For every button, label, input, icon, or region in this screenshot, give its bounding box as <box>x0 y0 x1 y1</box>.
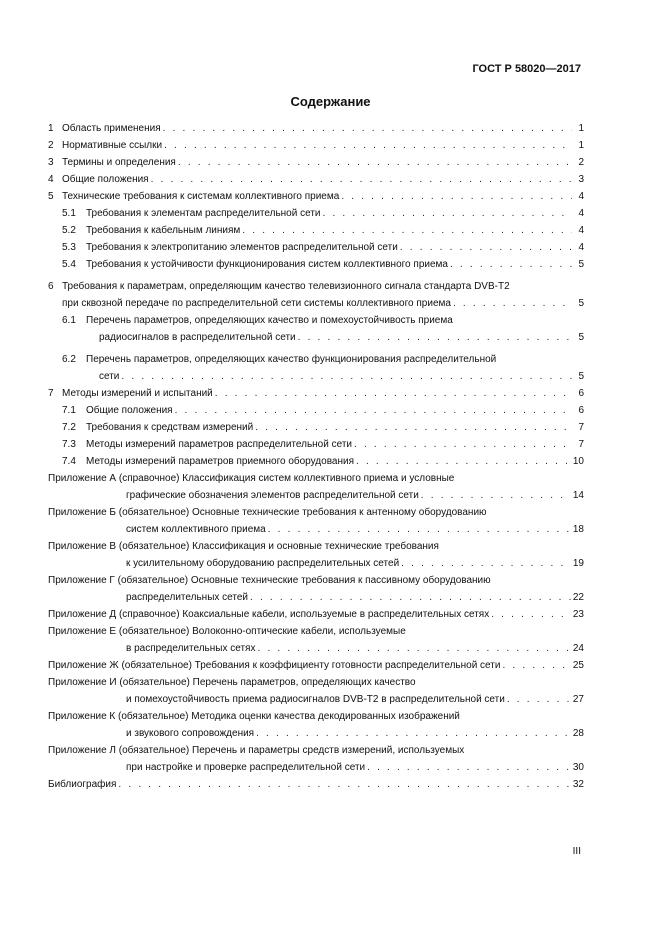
toc-entry-title: Технические требования к системам коллективного приема <box>62 191 340 202</box>
toc-entry[interactable] <box>48 436 584 453</box>
dot-leader <box>151 171 572 188</box>
table-of-contents <box>48 120 584 793</box>
toc-entry-title: Общие положения <box>86 405 173 416</box>
toc-entry-page: 23 <box>572 609 584 620</box>
toc-entry[interactable] <box>48 419 584 436</box>
toc-entry[interactable] <box>48 312 584 346</box>
toc-entry-title: Библиография <box>48 779 117 790</box>
toc-entry-page: 6 <box>578 405 584 416</box>
toc-entry-title: Требования к средствам измерений <box>86 422 254 433</box>
toc-entry-number: 2 <box>48 140 54 151</box>
toc-entry-title: Перечень параметров, определяющих качество и помехоустойчивость приема <box>86 315 453 326</box>
toc-entry-title: Требования к кабельным линиям <box>86 225 241 236</box>
dot-leader <box>401 555 571 572</box>
dot-leader <box>178 154 572 171</box>
toc-entry-title: Перечень параметров, определяющих качество функционирования распределительной <box>86 354 497 365</box>
dot-leader <box>356 453 571 470</box>
toc-entry-title: Приложение А (справочное) Классификация систем коллективного приема и условные <box>48 473 455 484</box>
toc-entry[interactable] <box>48 708 584 742</box>
toc-entry-title: Методы измерений параметров приемного оборудования <box>86 456 354 467</box>
toc-entry-page: 5 <box>578 298 584 309</box>
toc-entry[interactable] <box>48 674 584 708</box>
toc-entry-page: 6 <box>578 388 584 399</box>
dot-leader <box>121 368 572 385</box>
dot-leader <box>118 776 570 793</box>
toc-entry-title: при настройке и проверке распределительной сети <box>126 762 366 773</box>
toc-entry[interactable] <box>48 538 584 572</box>
toc-entry[interactable] <box>48 256 584 273</box>
toc-entry-title: графические обозначения элементов распределительной сети <box>126 490 419 501</box>
toc-entry-title: систем коллективного приема <box>126 524 266 535</box>
toc-entry-page: 7 <box>578 422 584 433</box>
toc-entry-page: 3 <box>578 174 584 185</box>
toc-entry[interactable] <box>48 572 584 606</box>
toc-entry-number: 5.3 <box>62 242 76 253</box>
toc-entry-page: 1 <box>578 140 584 151</box>
dot-leader <box>367 759 571 776</box>
toc-entry[interactable] <box>48 171 584 188</box>
dot-leader <box>502 657 570 674</box>
toc-entry[interactable] <box>48 402 584 419</box>
toc-entry-page: 24 <box>572 643 584 654</box>
toc-entry-number: 4 <box>48 174 54 185</box>
toc-entry-title: Приложение Е (обязательное) Волоконно-оптические кабели, используемые <box>48 626 406 637</box>
toc-entry-page: 7 <box>578 439 584 450</box>
dot-leader <box>421 487 571 504</box>
toc-entry-number: 6.1 <box>62 315 76 326</box>
toc-entry-title: Приложение В (обязательное) Классификация и основные технические требования <box>48 541 439 552</box>
toc-entry[interactable] <box>48 239 584 256</box>
toc-entry-page: 4 <box>578 225 584 236</box>
dot-leader <box>250 589 571 606</box>
toc-entry-page: 18 <box>572 524 584 535</box>
toc-entry[interactable] <box>48 120 584 137</box>
toc-entry-number: 7.2 <box>62 422 76 433</box>
toc-entry-page: 32 <box>572 779 584 790</box>
toc-entry-number: 1 <box>48 123 54 134</box>
toc-entry-page: 14 <box>572 490 584 501</box>
dot-leader <box>175 402 572 419</box>
toc-entry-title: Приложение Л (обязательное) Перечень и параметры средств измерений, используемых <box>48 745 465 756</box>
toc-entry-title: распределительных сетей <box>126 592 249 603</box>
dot-leader <box>255 419 572 436</box>
toc-entry[interactable] <box>48 351 584 385</box>
toc-entry[interactable] <box>48 742 584 776</box>
toc-entry[interactable] <box>48 188 584 205</box>
dot-leader <box>215 385 572 402</box>
toc-entry-title: сети <box>99 371 120 382</box>
toc-entry-title: Требования к параметрам, определяющим качество телевизионного сигнала стандарта DVB-T2 <box>62 281 510 292</box>
dot-leader <box>323 205 573 222</box>
toc-entry-title: Приложение Ж (обязательное) Требования к коэффициенту готовности распределительной сети <box>48 660 501 671</box>
page-number: III <box>572 846 581 857</box>
dot-leader <box>507 691 571 708</box>
toc-entry[interactable] <box>48 278 584 312</box>
dot-leader <box>400 239 572 256</box>
toc-entry[interactable] <box>48 504 584 538</box>
dot-leader <box>257 640 570 657</box>
toc-entry-number: 7.4 <box>62 456 76 467</box>
toc-entry-page: 22 <box>572 592 584 603</box>
toc-entry-title: Методы измерений и испытаний <box>62 388 213 399</box>
toc-entry-page: 10 <box>572 456 584 467</box>
toc-entry-title: Приложение И (обязательное) Перечень параметров, определяющих качество <box>48 677 416 688</box>
toc-entry-page: 5 <box>578 371 584 382</box>
dot-leader <box>256 725 571 742</box>
toc-entry-title: Приложение Б (обязательное) Основные технические требования к антенному оборудованию <box>48 507 487 518</box>
toc-entry-title: и звукового сопровождения <box>126 728 255 739</box>
toc-entry-number: 7.3 <box>62 439 76 450</box>
toc-entry-page: 19 <box>572 558 584 569</box>
dot-leader <box>450 256 572 273</box>
toc-entry-number: 5.1 <box>62 208 76 219</box>
dot-leader <box>268 521 571 538</box>
dot-leader <box>242 222 572 239</box>
toc-entry-number: 6.2 <box>62 354 76 365</box>
toc-entry-title: Приложение Г (обязательное) Основные технические требования к пассивному оборудованию <box>48 575 491 586</box>
toc-entry-title: Требования к устойчивости функционирования систем коллективного приема <box>86 259 448 270</box>
toc-entry[interactable] <box>48 137 584 154</box>
toc-entry-page: 5 <box>578 259 584 270</box>
toc-entry-page: 30 <box>572 762 584 773</box>
toc-entry-title: при сквозной передаче по распределительной сети системы коллективного приема <box>62 298 451 309</box>
toc-entry-title: Требования к элементам распределительной сети <box>86 208 321 219</box>
toc-entry-title: Приложение Д (справочное) Коаксиальные кабели, используемые в распределительных сетях <box>48 609 490 620</box>
toc-entry-title: Приложение К (обязательное) Методика оценки качества декодированных изображений <box>48 711 460 722</box>
toc-entry-page: 2 <box>578 157 584 168</box>
dot-leader <box>298 329 572 346</box>
toc-entry-page: 1 <box>578 123 584 134</box>
toc-entry-title: Термины и определения <box>62 157 176 168</box>
toc-entry-page: 25 <box>572 660 584 671</box>
toc-entry-title: и помехоустойчивость приема радиосигналов DVB-T2 в распределительной сети <box>126 694 505 705</box>
toc-entry-number: 5 <box>48 191 54 202</box>
toc-entry-number: 5.2 <box>62 225 76 236</box>
dot-leader <box>491 606 571 623</box>
toc-entry-number: 6 <box>48 281 54 292</box>
toc-entry[interactable] <box>48 222 584 239</box>
dot-leader <box>164 137 572 154</box>
toc-entry-title: к усилительному оборудованию распределительных сетей <box>126 558 400 569</box>
dot-leader <box>341 188 572 205</box>
toc-entry[interactable] <box>48 657 584 674</box>
toc-entry[interactable] <box>48 623 584 657</box>
toc-entry-number: 7.1 <box>62 405 76 416</box>
toc-entry-page: 4 <box>578 242 584 253</box>
toc-entry-title: Общие положения <box>62 174 149 185</box>
toc-entry[interactable] <box>48 385 584 402</box>
toc-entry-title: Область применения <box>62 123 161 134</box>
toc-entry[interactable] <box>48 776 584 793</box>
toc-entry-page: 4 <box>578 208 584 219</box>
toc-entry-page: 4 <box>578 191 584 202</box>
toc-entry[interactable] <box>48 470 584 504</box>
toc-entry-number: 3 <box>48 157 54 168</box>
dot-leader <box>163 120 572 137</box>
toc-entry-number: 5.4 <box>62 259 76 270</box>
toc-entry-title: Требования к электропитанию элементов распределительной сети <box>86 242 398 253</box>
toc-entry-page: 27 <box>572 694 584 705</box>
toc-entry-title: Нормативные ссылки <box>62 140 163 151</box>
toc-entry-title: Методы измерений параметров распределительной сети <box>86 439 352 450</box>
toc-entry-title: радиосигналов в распределительной сети <box>99 332 296 343</box>
toc-entry[interactable] <box>48 205 584 222</box>
toc-entry-page: 5 <box>578 332 584 343</box>
dot-leader <box>453 295 572 312</box>
toc-entry[interactable] <box>48 154 584 171</box>
toc-entry-title: в распределительных сетях <box>126 643 256 654</box>
document-code: ГОСТ Р 58020—2017 <box>472 63 581 75</box>
toc-entry[interactable] <box>48 453 584 470</box>
toc-entry-number: 7 <box>48 388 54 399</box>
toc-entry-page: 28 <box>572 728 584 739</box>
dot-leader <box>354 436 572 453</box>
page-title: Содержание <box>290 94 371 109</box>
toc-entry[interactable] <box>48 606 584 623</box>
